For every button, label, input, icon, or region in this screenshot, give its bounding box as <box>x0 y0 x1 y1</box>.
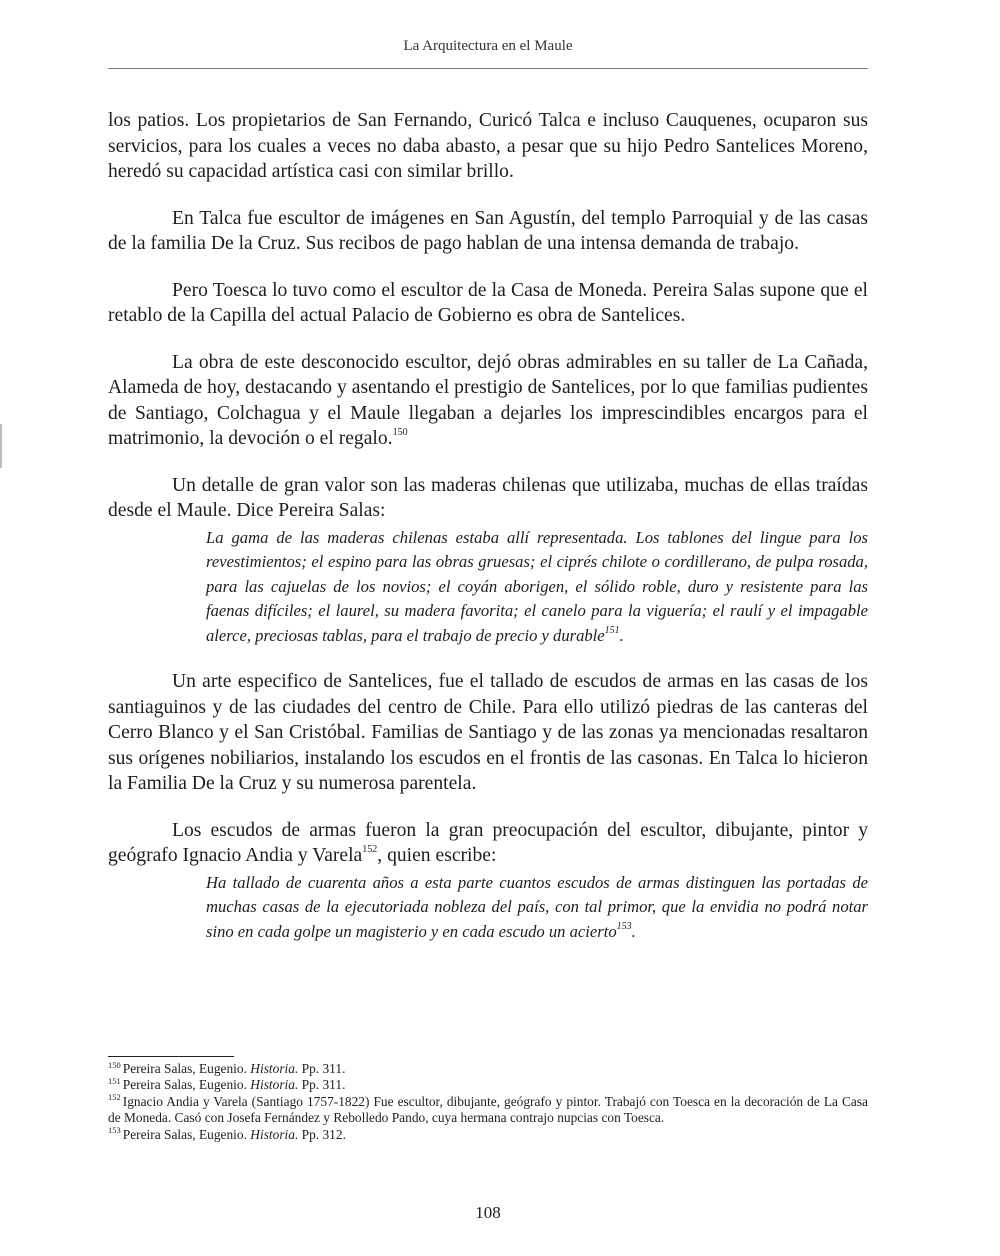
footnote-ref-151[interactable]: 151 <box>604 624 620 636</box>
block-quote-1-end: . <box>619 625 624 645</box>
footnote-152 <box>108 1094 868 1127</box>
footnote-title: Historia. <box>250 1126 299 1142</box>
footnote-ref-150[interactable]: 150 <box>392 427 408 439</box>
paragraph-3: Pero Toesca lo tuvo como el escultor de la Casa de Moneda. Pereira Salas supone que el retablo de la Capilla del actual Palacio de Gobierno es obra de Santelices. <box>108 279 868 326</box>
footnote-text: Pereira Salas, Eugenio. <box>122 1126 251 1142</box>
paragraph-7 <box>108 818 868 869</box>
paragraph-5: Un detalle de gran valor son las maderas chilenas que utilizaba, muchas de ellas traídas desde el Maule. Dice Pereira Salas: <box>108 474 868 521</box>
header-rule <box>108 68 868 69</box>
paragraph-6: Un arte especifico de Santelices, fue el tallado de escudos de armas en las casas de los santiaguinos y de las ciudades del centro de Chile. Para ello utilizó piedras de las canteras del Cerro Blanco y el San Cristóbal. Familias de Santiago y de las zonas ya mencionadas resaltaron sus orígenes nobiliarios, instalando los escudos en el frontis de las casonas. En Talca lo hicieron la Familia De la Cruz y su numerosa parentela. <box>108 671 868 794</box>
footnote-text: Ignacio Andia y Varela (Santiago 1757-1822) Fue escultor, dibujante, geógrafo y pintor. Trabajó con Toesca en la decoración de La Casa de Moneda. Casó con Josefa Fernández y Rebolledo Pando, cuya hermana contrajo nupcias con Toesca. <box>108 1093 868 1126</box>
body-text <box>108 108 868 944</box>
footnote-150 <box>108 1061 868 1077</box>
footnote-ref-153[interactable]: 153 <box>616 920 632 932</box>
footnote-number: 153 <box>108 1125 121 1136</box>
footnote-title: Historia. <box>250 1061 299 1076</box>
footnote-151 <box>108 1077 868 1093</box>
footnote-pages: Pp. 311. <box>298 1077 346 1093</box>
block-quote-2-end: . <box>631 921 636 941</box>
page-number: 108 <box>475 1203 501 1222</box>
footnote-number: 150 <box>108 1059 121 1070</box>
footnote-text: Pereira Salas, Eugenio. <box>122 1061 251 1076</box>
footnote-ref-152[interactable]: 152 <box>362 844 378 856</box>
block-quote-2 <box>206 871 868 945</box>
running-header: La Arquitectura en el Maule <box>403 38 573 54</box>
footnote-pages: Pp. 311. <box>298 1061 346 1076</box>
footnote-number: 151 <box>108 1075 121 1086</box>
scan-margin-mark <box>0 424 2 468</box>
footnote-pages: Pp. 312. <box>298 1126 346 1142</box>
block-quote-1-text: La gama de las maderas chilenas estaba allí representada. Los tablones del lingue para los revestimientos; el espino para las obras gruesas; el ciprés chilote o cordillerano, de pulpa rosada, para las cajuelas de los novios; el coyán aborigen, el sólido roble, duro y resistente para las faenas difíciles; el laurel, su madera favorita; el canelo para la viguería; el raulí y el impagable alerce, preciosas tablas, para el trabajo de precio y durable <box>206 527 868 645</box>
paragraph-7-tail: , quien escribe: <box>377 845 497 866</box>
paragraph-4 <box>108 350 868 452</box>
footnote-rule <box>108 1056 234 1057</box>
footnote-153 <box>108 1127 868 1143</box>
footnotes <box>108 1061 868 1143</box>
paragraph-4-text: La obra de este desconocido escultor, dejó obras admirables en su taller de La Cañada, Alameda de hoy, destacando y asentando el prestigio de Santelices, por lo que familias pudientes de Santiago, Colchagua y el Maule llegaban a dejarles los imprescindibles encargos para el matrimonio, la devoción o el regalo. <box>108 351 868 449</box>
footnote-title: Historia. <box>250 1077 299 1093</box>
footnote-text: Pereira Salas, Eugenio. <box>122 1077 251 1093</box>
footnote-number: 152 <box>108 1092 121 1103</box>
block-quote-1 <box>206 526 868 649</box>
paragraph-7-text: Los escudos de armas fueron la gran preocupación del escultor, dibujante, pintor y geógrafo Ignacio Andia y Varela <box>108 819 868 866</box>
block-quote-2-text: Ha tallado de cuarenta años a esta parte cuantos escudos de armas distinguen las portadas de muchas casas de la ejecutoriada nobleza del país, con tal primor, que la envidia no podrá notar sino en cada golpe un magisterio y en cada escudo un acierto <box>206 872 868 941</box>
paragraph-2: En Talca fue escultor de imágenes en San Agustín, del templo Parroquial y de las casas de la familia De la Cruz. Sus recibos de pago hablan de una intensa demanda de trabajo. <box>108 207 868 254</box>
paragraph-1: los patios. Los propietarios de San Fernando, Curicó Talca e incluso Cauquenes, ocuparon sus servicios, para los cuales a veces no daba abasto, a pesar que su hijo Pedro Santelices Moreno, heredó su capacidad artística casi con similar brillo. <box>108 110 868 182</box>
